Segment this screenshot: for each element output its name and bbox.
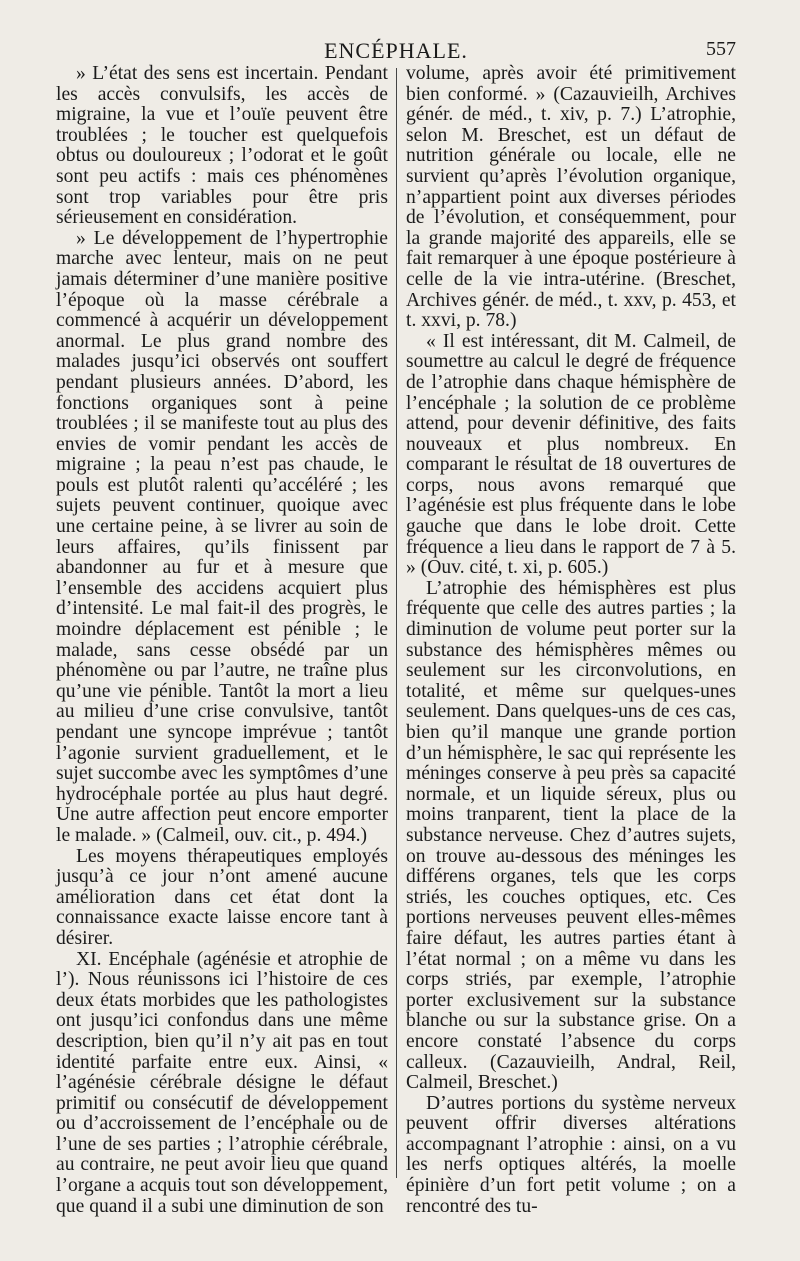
page-title: ENCÉPHALE. bbox=[324, 38, 468, 63]
column-divider bbox=[396, 68, 397, 1178]
paragraph: L’atrophie des hémisphères est plus fréquente que celle des autres parties ; la diminution de volume peut porter sur la substance des hémisphères mêmes ou seulement sur les circonvolutions, en totalité, et même sur quelques-unes seulement. Dans quelques-uns de ces cas, bien qu’il manque une grande portion d’un hémisphère, le sac qui représente les méninges conserve à peu près sa capacité normale, et un liquide séreux, plus ou moins tranparent, tient la place de la substance nerveuse. Chez d’autres sujets, on trouve au-dessous des méninges les différens organes, tels que les corps striés, les couches optiques, etc. Ces portions nerveuses peuvent elles-mêmes faire défaut, les autres parties étant à l’état normal ; on a même vu dans les corps striés, par exemple, l’atrophie porter exclusivement sur la substance blanche ou sur la substance grise. On a encore constaté l’absence du corps calleux. (Cazauvieilh, Andral, Reil, Calmeil, Breschet.) bbox=[406, 577, 736, 1094]
paragraph: volume, après avoir été primitivement bien conformé. » (Cazauvieilh, Archives génér. de méd., t. xiv, p. 7.) L’atrophie, selon M. Breschet, est un défaut de nutrition générale ou locale, elle ne survient qu’après l’évolution organique, n’appartient point aux diverses périodes de l’évolution, et conséquemment, pour la grande majorité des appareils, elle se fait remarquer à une époque postérieure à celle de la vie intra-utérine. (Breschet, Archives génér. de méd., t. xxv, p. 453, et t. xxvi, p. 78.) bbox=[406, 63, 736, 332]
paragraph: D’autres portions du système nerveux peuvent offrir diverses altérations accompagnant l’atrophie : ainsi, on a vu les nerfs optiques altérés, la moelle épinière d’un fort petit volume ; on a rencontré des tu- bbox=[406, 1092, 736, 1217]
paragraph: « Il est intéressant, dit M. Calmeil, de soumettre au calcul le degré de fréquence de l’atrophie dans chaque hémisphère de l’encéphale ; la solution de ce problème attend, pour devenir définitive, des faits nouveaux et plus nombreux. En comparant le résultat de 18 ouvertures de corps, nous avons remarqué que l’agénésie est plus fréquente dans le lobe gauche que dans le lobe droit. Cette fréquence a lieu dans le rapport de 7 à 5. » (Ouv. cité, t. xi, p. 605.) bbox=[406, 330, 736, 579]
page-number: 557 bbox=[706, 38, 736, 60]
paragraph: » L’état des sens est incertain. Pendant les accès convulsifs, les accès de migraine, la vue et l’ouïe peuvent être troublées ; le toucher est quelquefois obtus ou douloureux ; l’odorat et le goût sont peu actifs : mais ces phénomènes sont trop variables pour être pris sérieusement en considération. bbox=[56, 63, 388, 229]
paragraph: » Le développement de l’hypertrophie marche avec lenteur, mais on ne peut jamais déterminer d’une manière positive l’époque où la masse cérébrale a commencé à acquérir un développement anormal. Le plus grand nombre des malades jusqu’ici observés ont souffert pendant plusieurs années. D’abord, les fonctions organiques sont à peine troublées ; il se manifeste tout au plus des envies de vomir pendant les accès de migraine ; la peau n’est pas chaude, le pouls est plutôt ralenti qu’accéléré ; les sujets peuvent continuer, quoique avec une certaine peine, à se livrer au soin de leurs affaires, qu’ils finissent par abandonner au fur et à mesure que l’ensemble des accidens acquiert plus d’intensité. Le mal fait-il des progrès, le moindre déplacement est pénible ; le malade, sans cesse obsédé par un phénomène ou par l’autre, ne traîne plus qu’une vie pénible. Tantôt la mort a lieu au milieu d’une crise convulsive, tantôt pendant une syncope imprévue ; tantôt l’agonie survient graduellement, et le sujet succombe avec les symptômes d’une hydrocéphale portée au plus haut degré. Une autre affection peut encore emporter le malade. » (Calmeil, ouv. cit., p. 494.) bbox=[56, 227, 388, 846]
paragraph: Les moyens thérapeutiques employés jusqu’à ce jour n’ont amené aucune amélioration dans cet état dont la connaissance exacte laisse encore tant à désirer. bbox=[56, 845, 388, 949]
running-header bbox=[56, 36, 736, 66]
left-column bbox=[56, 64, 388, 1217]
paragraph: XI. Encéphale (agénésie et atrophie de l’). Nous réunissons ici l’histoire de ces deux états morbides que les pathologistes ont jusqu’ici confondus dans une même description, bien qu’il n’y ait pas en tout identité parfaite entre eux. Ainsi, « l’agénésie cérébrale désigne le défaut primitif ou consécutif de développement ou d’accroissement de l’encéphale ou de l’une de ses parties ; l’atrophie cérébrale, au contraire, ne peut avoir lieu que quand l’organe a acquis tout son développement, que quand il a subi une diminution de son bbox=[56, 948, 388, 1217]
right-column bbox=[406, 64, 736, 1217]
